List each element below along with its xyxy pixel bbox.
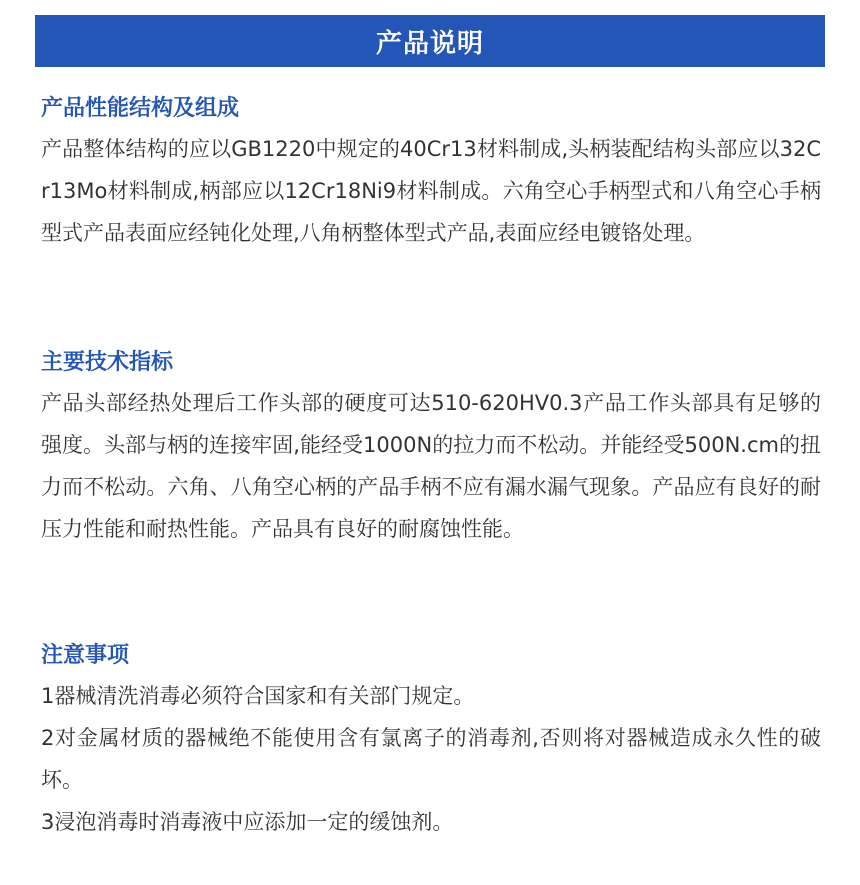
section-heading-structure: 产品性能结构及组成 <box>41 96 240 121</box>
section-structure <box>41 94 821 254</box>
section-heading-notes: 注意事项 <box>41 643 130 668</box>
header-bar <box>35 15 825 67</box>
section-body-specs: 产品头部经热处理后工作头部的硬度可达510-620HV0.3产品工作头部具有足够的强度。头部与柄的连接牢固,能经受1000N的拉力而不松动。并能经受500N.cm的扭力而不松动。六角、八角空心柄的产品手柄不应有漏水漏气现象。产品应有良好的耐压力性能和耐热性能。产品具有良好的耐腐蚀性能。 <box>41 391 821 541</box>
note-item-1: 1器械清洗消毒必须符合国家和有关部门规定。 <box>41 684 475 708</box>
page-title: 产品说明 <box>375 28 484 59</box>
section-specs <box>41 348 821 550</box>
section-body-structure: 产品整体结构的应以GB1220中规定的40Cr13材料制成,头柄装配结构头部应以32Cr13Mo材料制成,柄部应以12Cr18Ni9材料制成。六角空心手柄型式和八角空心手柄型式产品表面应经钝化处理,八角柄整体型式产品,表面应经电镀铬处理。 <box>41 137 821 245</box>
section-heading-specs: 主要技术指标 <box>41 350 174 375</box>
note-item-3: 3浸泡消毒时消毒液中应添加一定的缓蚀剂。 <box>41 810 454 834</box>
note-item-2: 2对金属材质的器械绝不能使用含有氯离子的消毒剂,否则将对器械造成永久性的破坏。 <box>41 726 821 792</box>
section-notes <box>41 641 821 843</box>
